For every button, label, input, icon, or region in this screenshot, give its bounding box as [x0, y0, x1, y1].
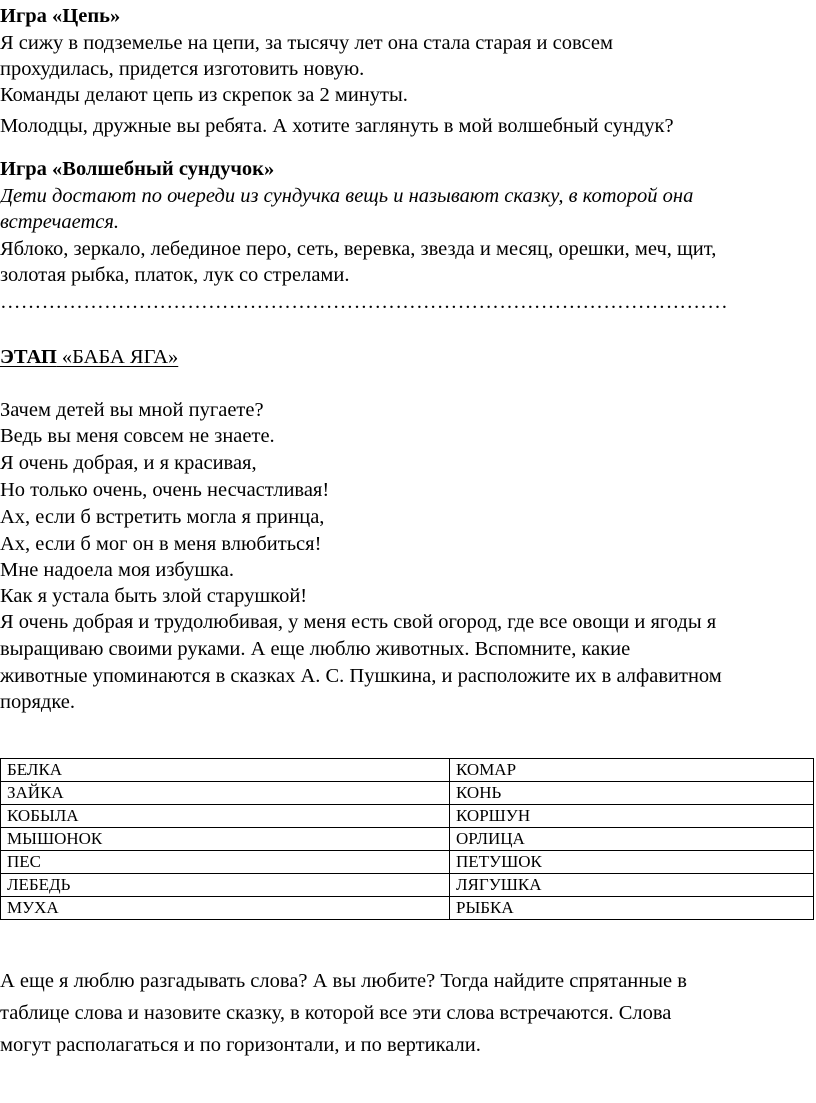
stage-label: ЭТАП — [0, 346, 57, 368]
paragraph-line-1: Я очень добрая и трудолюбивая, у меня есть свой огород, где все овощи и ягоды я — [0, 611, 717, 633]
chain-game-line-3: Команды делают цепь из скрепок за 2 минуты. — [0, 84, 408, 106]
stage-heading — [0, 344, 178, 370]
poem-line-3: Я очень добрая, и я красивая, — [0, 452, 257, 474]
poem-line-1: Зачем детей вы мной пугаете? — [0, 399, 264, 421]
poem-line-5: Ах, если б встретить могла я принца, — [0, 506, 325, 528]
table-cell: ЛЕБЕДЬ — [1, 874, 450, 897]
stage-name: «БАБА ЯГА» — [56, 346, 179, 368]
table-cell: ЛЯГУШКА — [450, 874, 814, 897]
paragraph-line-4: порядке. — [0, 691, 76, 713]
poem-line-7: Мне надоела моя избушка. — [0, 559, 234, 581]
closing-line-2: таблице слова и назовите сказку, в которой все эти слова встречаются. Слова — [0, 1002, 672, 1024]
closing-line-3: могут располагаться и по горизонтали, и по вертикали. — [0, 1034, 481, 1056]
table-cell: ПЕТУШОК — [450, 851, 814, 874]
table-cell: КОРШУН — [450, 805, 814, 828]
paragraph-line-2: выращиваю своими руками. А еще люблю животных. Вспомните, какие — [0, 638, 631, 660]
table-row — [1, 782, 814, 805]
table-cell: КОНЬ — [450, 782, 814, 805]
table-cell: МУХА — [1, 897, 450, 920]
table-cell: ОРЛИЦА — [450, 828, 814, 851]
table-row — [1, 828, 814, 851]
table-cell: РЫБКА — [450, 897, 814, 920]
table-row — [1, 851, 814, 874]
table-row — [1, 805, 814, 828]
table-cell: КОБЫЛА — [1, 805, 450, 828]
chain-game-line-2: прохудилась, придется изготовить новую. — [0, 58, 365, 80]
table-cell: КОМАР — [450, 759, 814, 782]
chain-game-line-1: Я сижу в подземелье на цепи, за тысячу лет она стала старая и совсем — [0, 32, 613, 54]
dotted-separator: …………………………………………………………………………………………… — [0, 291, 728, 313]
poem-line-8: Как я устала быть злой старушкой! — [0, 585, 308, 607]
chain-game-line-4: Молодцы, дружные вы ребята. А хотите заглянуть в мой волшебный сундук? — [0, 115, 674, 137]
table-cell: МЫШОНОК — [1, 828, 450, 851]
table-row — [1, 897, 814, 920]
table-cell: ПЕС — [1, 851, 450, 874]
chest-game-instruction-1: Дети достают по очереди из сундучка вещь и называют сказку, в которой она — [0, 185, 694, 207]
chain-game-title: Игра «Цепь» — [0, 5, 121, 27]
poem-line-4: Но только очень, очень несчастливая! — [0, 479, 330, 501]
poem-line-2: Ведь вы меня совсем не знаете. — [0, 425, 275, 447]
closing-line-1: А еще я люблю разгадывать слова? А вы любите? Тогда найдите спрятанные в — [0, 970, 687, 992]
table-row — [1, 759, 814, 782]
table-cell: ЗАЙКА — [1, 782, 450, 805]
chest-game-items-2: золотая рыбка, платок, лук со стрелами. — [0, 264, 350, 286]
chest-game-title: Игра «Волшебный сундучок» — [0, 158, 275, 180]
poem-line-6: Ах, если б мог он в меня влюбиться! — [0, 533, 322, 555]
table-cell: БЕЛКА — [1, 759, 450, 782]
chest-game-items-1: Яблоко, зеркало, лебединое перо, сеть, веревка, звезда и месяц, орешки, меч, щит, — [0, 238, 717, 260]
animals-table — [0, 758, 814, 920]
chest-game-instruction-2: встречается. — [0, 211, 120, 233]
table-row — [1, 874, 814, 897]
paragraph-line-3: животные упоминаются в сказках А. С. Пушкина, и расположите их в алфавитном — [0, 665, 722, 687]
